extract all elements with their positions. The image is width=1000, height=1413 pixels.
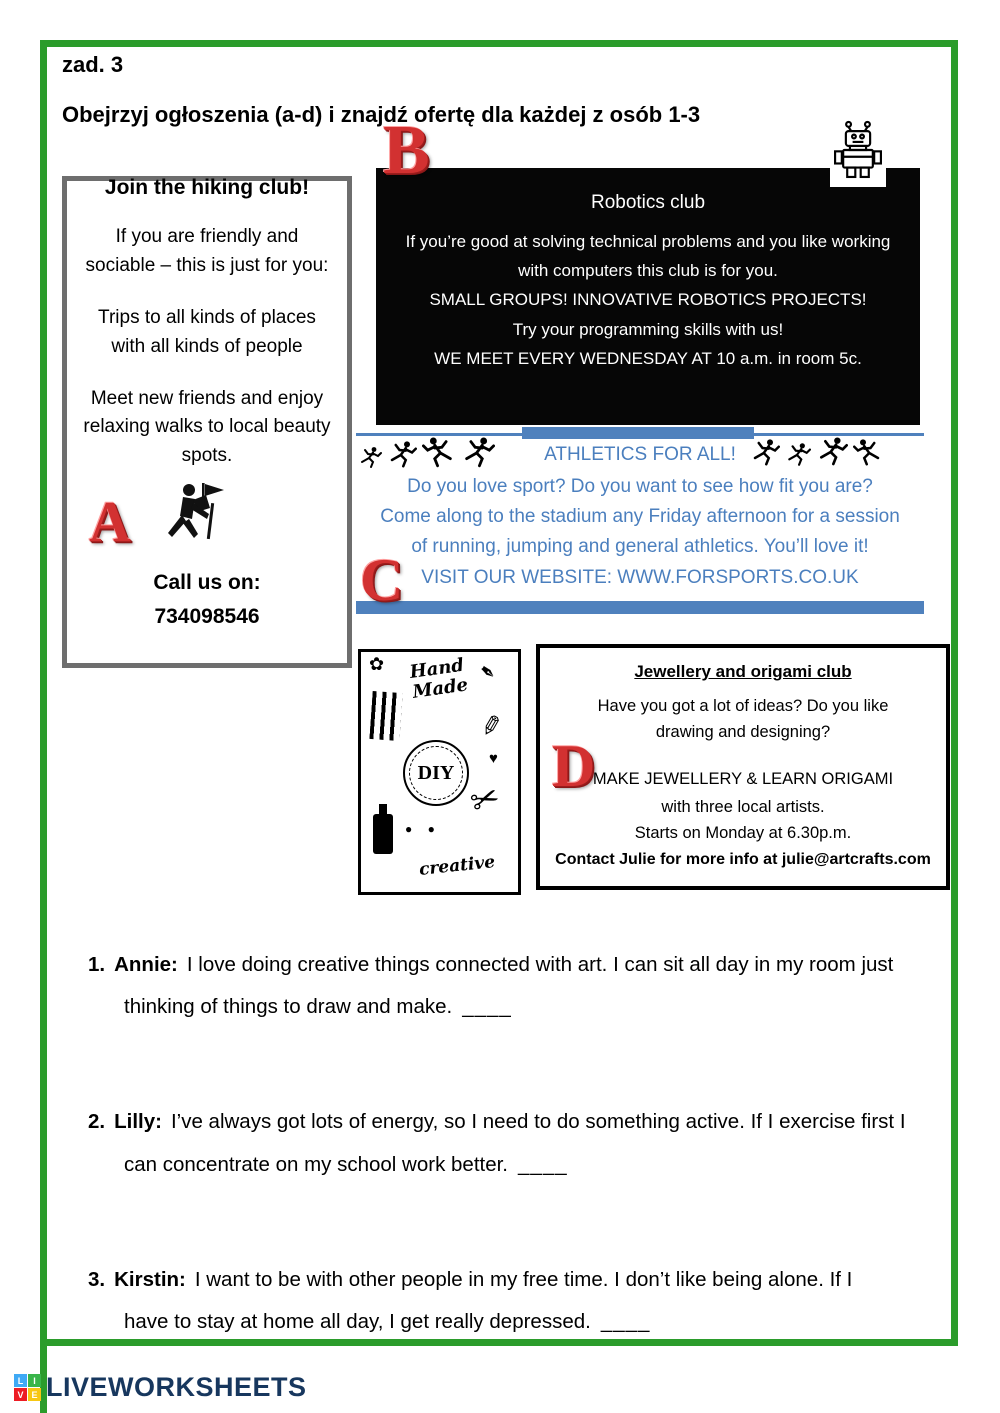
collage-word-creative: creative: [418, 852, 496, 880]
blue-divider-segment: [522, 427, 754, 439]
ad-letter-b: B: [383, 112, 430, 189]
person-name: Annie:: [114, 953, 178, 976]
person-name: Kirstin:: [114, 1267, 186, 1291]
pen-icon: ✒: [473, 659, 501, 687]
brand-name[interactable]: LIVEWORKSHEETS: [46, 1372, 307, 1402]
flower-icon: ✿: [369, 654, 385, 674]
athletics-line: Do you love sport? Do you want to see how fit you are?: [407, 476, 873, 497]
question-text: I want to be with other people in my free time. I don’t like being alone. If I have to stay at home all day, I get really depressed.: [124, 1267, 853, 1334]
hiker-icon: [153, 481, 233, 556]
scissors-icon: ✂: [465, 777, 506, 823]
athletics-line: of running, jumping and general athletics. You’ll love it!: [411, 536, 869, 557]
question-item: [88, 1101, 938, 1185]
question-number: 1.: [88, 953, 106, 976]
jewellery-intro: Have you got a lot of ideas? Do you like drawing and designing?: [597, 697, 889, 741]
hiking-ad: [62, 176, 352, 668]
jewellery-contact: Contact Julie for more info at julie@artcrafts.com: [555, 851, 931, 868]
logo-cell: V: [14, 1388, 27, 1401]
robotics-line: WE MEET EVERY WEDNESDAY AT 10 a.m. in room 5c.: [434, 348, 862, 368]
logo-cell: L: [14, 1374, 27, 1387]
answer-blank-2[interactable]: ____: [518, 1152, 568, 1176]
ad-letter-c: C: [360, 547, 404, 613]
ad-letter-a: A: [89, 489, 131, 554]
buttons-icon: ● ●: [405, 822, 441, 836]
diy-badge: [403, 740, 469, 806]
athletics-title: ATHLETICS FOR ALL!: [544, 444, 736, 465]
question-text: I love doing creative things connected with art. I can sit all day in my room just thinking of things to draw and make.: [124, 953, 894, 1019]
athletics-line: Come along to the stadium any Friday afternoon for a session: [380, 506, 900, 527]
ad-letter-d: D: [552, 733, 596, 799]
hiking-paragraph: Meet new friends and enjoy relaxing walks to local beauty spots.: [83, 387, 331, 467]
call-label: Call us on:: [153, 571, 261, 594]
jewellery-ad: [536, 644, 950, 890]
robotics-ad: [376, 168, 920, 425]
robotics-title: Robotics club: [590, 192, 706, 213]
question-item: [88, 944, 938, 1028]
robotics-line: SMALL GROUPS! INNOVATIVE ROBOTICS PROJECTS!: [429, 290, 867, 310]
hiking-heading: Join the hiking club!: [104, 176, 310, 199]
task-label: zad. 3: [62, 52, 124, 77]
jewellery-title: Jewellery and origami club: [634, 662, 852, 681]
person-name: Lilly:: [114, 1110, 162, 1134]
jewellery-line: Starts on Monday at 6.30p.m.: [634, 824, 852, 842]
jewellery-line: with three local artists.: [661, 798, 825, 816]
phone-number: 734098546: [154, 605, 260, 628]
answer-blank-1[interactable]: ____: [462, 995, 512, 1019]
question-text: I’ve always got lots of energy, so I need to do something active. If I exercise first I can concentrate on my school work better.: [124, 1110, 906, 1176]
robot-icon: [830, 118, 886, 187]
question-number: 2.: [88, 1110, 106, 1134]
liveworksheets-logo: [14, 1374, 41, 1401]
blue-divider-bottom: [356, 601, 924, 614]
brushes-icon: [369, 691, 402, 741]
jewellery-line: MAKE JEWELLERY & LEARN ORIGAMI: [592, 770, 894, 788]
answer-blank-3[interactable]: ____: [600, 1310, 651, 1334]
website-line: VISIT OUR WEBSITE: WWW.FORSPORTS.CO.UK: [421, 567, 859, 588]
question-item: [88, 1259, 880, 1343]
heart-icon: ♥: [489, 750, 498, 767]
craft-collage: [358, 649, 521, 895]
diy-text: DIY: [417, 761, 455, 784]
hiking-paragraph: Trips to all kinds of places with all kinds of people: [98, 306, 316, 357]
questions-section: [88, 944, 938, 1413]
logo-cell: I: [28, 1374, 41, 1387]
footer: [14, 1372, 307, 1403]
bottle-icon: [373, 814, 393, 854]
hiking-paragraph: If you are friendly and sociable – this is just for you:: [85, 226, 329, 276]
question-number: 3.: [88, 1267, 106, 1291]
robotics-line: Try your programming skills with us!: [512, 319, 784, 339]
robotics-line: If you’re good at solving technical problems and you like working with computers this club is for you.: [405, 232, 891, 281]
pencil-icon: ✎: [473, 710, 508, 740]
collage-word-handmade: Hand Made: [408, 654, 470, 703]
instruction: Obejrzyj ogłoszenia (a-d) i znajdź ofertę dla każdej z osób 1-3: [62, 102, 701, 127]
logo-cell: E: [28, 1388, 41, 1401]
